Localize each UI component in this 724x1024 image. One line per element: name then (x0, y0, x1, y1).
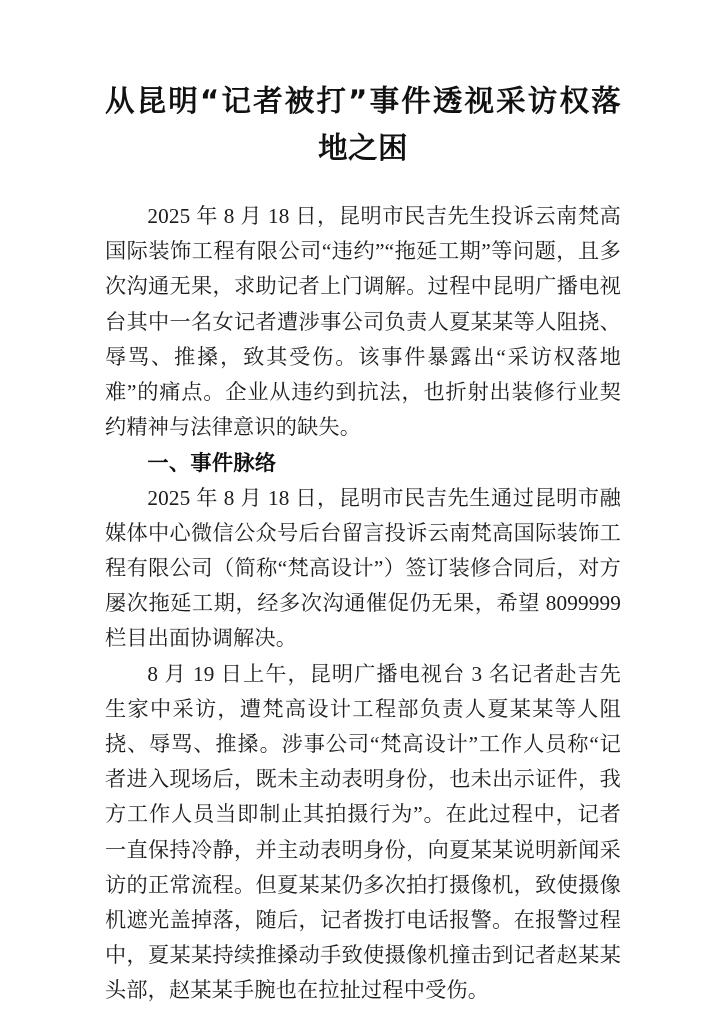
page-title: 从昆明“记者被打”事件透视采访权落地之困 (105, 84, 621, 165)
lead-paragraph: 2025 年 8 月 18 日，昆明市民吉先生投诉云南梵高国际装饰工程有限公司“违约”“拖延工期”等问题，且多次沟通无果，求助记者上门调解。过程中昆明广播电视台其中一名女记者遭涉事公司负责人夏某某等人阻挠、辱骂、推搡，致其受伤。该事件暴露出“采访权落地难”的痛点。企业从违约到抗法，也折射出装修行业契约精神与法律意识的缺失。 (105, 204, 621, 440)
document-content-column (105, 0, 621, 1009)
section-heading-1: 一、事件脉络 (147, 450, 277, 476)
timeline-paragraph-1: 2025 年 8 月 18 日，昆明市民吉先生通过昆明市融媒体中心微信公众号后台留言投诉云南梵高国际装饰工程有限公司（简称“梵高设计”）签订装修合同后，对方屡次拖延工期，经多次沟通催促仍无果，希望 8099999 栏目出面协调解决。 (105, 485, 621, 651)
timeline-paragraph-2: 8 月 19 日上午，昆明广播电视台 3 名记者赴吉先生家中采访，遭梵高设计工程部负责人夏某某等人阻挠、辱骂、推搡。涉事公司“梵高设计”工作人员称“记者进入现场后，既未主动表明身份，也未出示证件，我方工作人员当即制止其拍摄行为”。在此过程中，记者一直保持冷静，并主动表明身份，向夏某某说明新闻采访的正常流程。但夏某某仍多次拍打摄像机，致使摄像机遮光盖掉落，随后，记者拨打电话报警。在报警过程中，夏某某持续推搡动手致使摄像机撞击到记者赵某某头部，赵某某手腕也在拉扯过程中受伤。 (105, 661, 621, 1003)
